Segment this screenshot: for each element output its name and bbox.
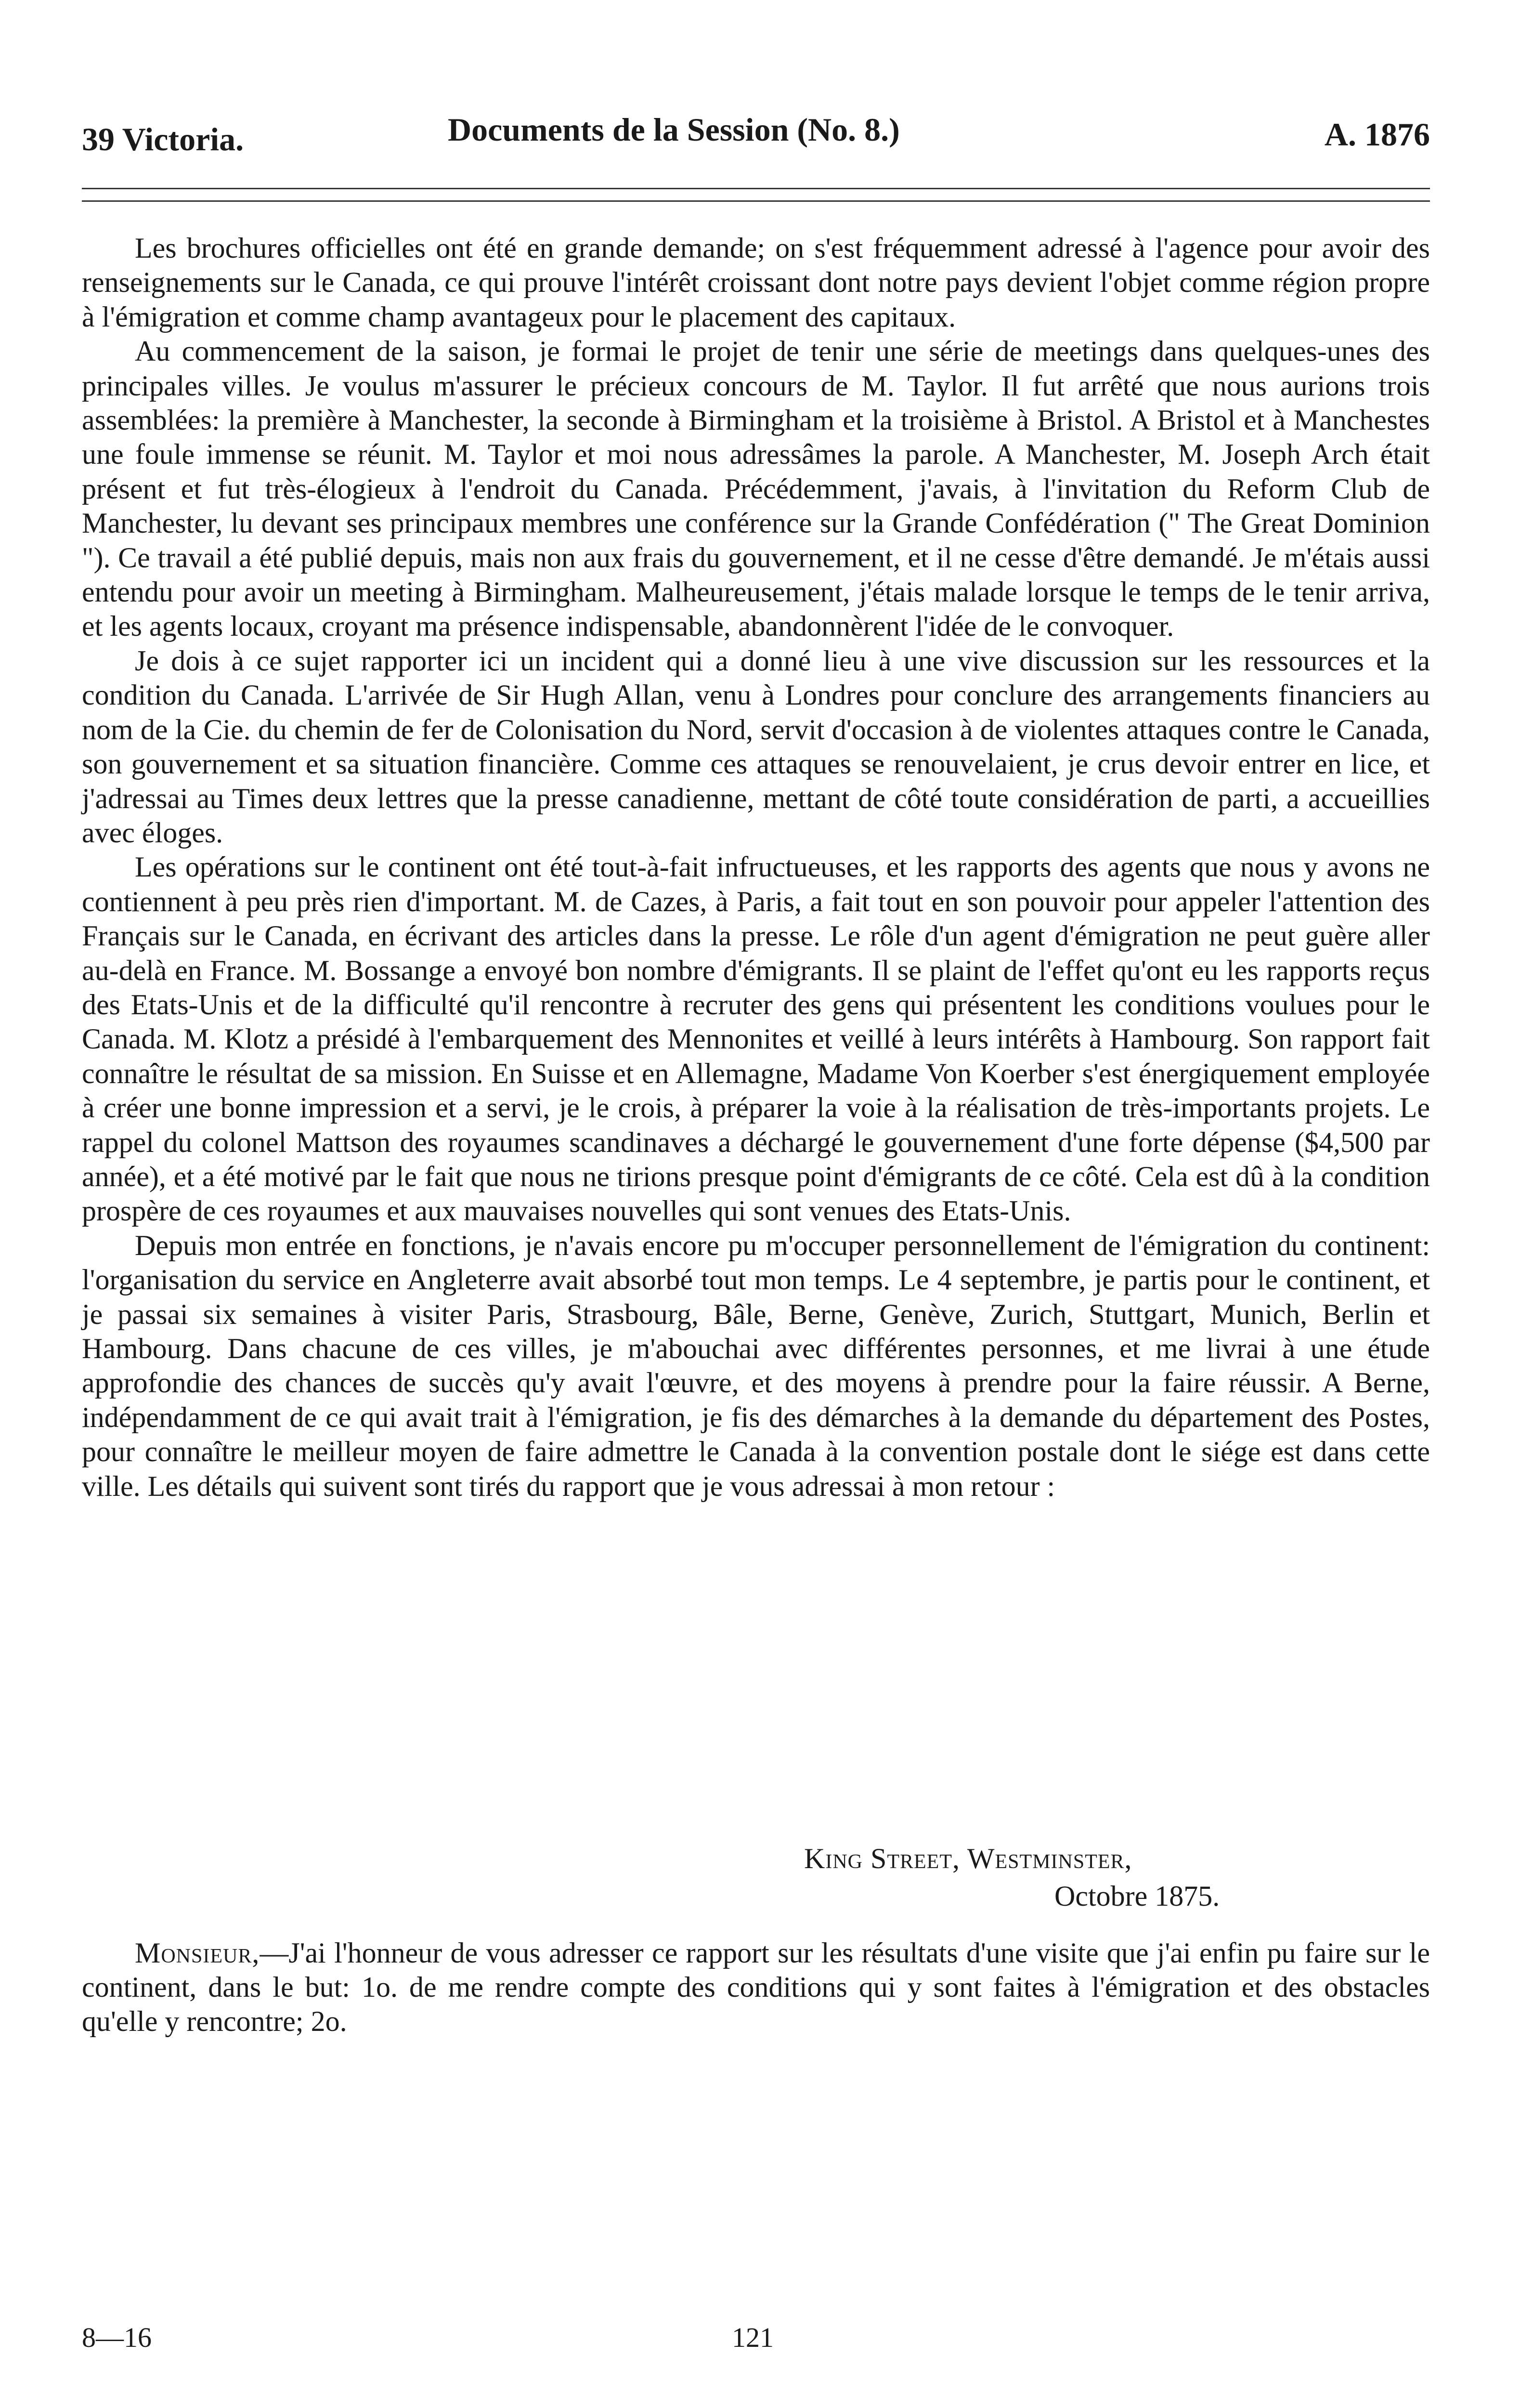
header-rule-bottom <box>82 200 1430 202</box>
letter-text: —J'ai l'honneur de vous adresser ce rapport sur les résultats d'une visite que j'ai enfin pu faire sur le continent, dans le but: 1o. de me rendre compte des conditions qui y sont faites à l'émigration et des obstacles qu'elle y rencontre; 2o. <box>82 1937 1430 2037</box>
running-header <box>82 111 1430 169</box>
header-title: Documents de la Session (No. 8.) <box>448 111 900 148</box>
footer-signature: 8—16 <box>82 2322 152 2353</box>
header-year: A. 1876 <box>1324 116 1430 153</box>
paragraph-travel: Depuis mon entrée en fonctions, je n'avais encore pu m'occuper personnellement de l'émigration du continent: l'organisation du service en Angleterre avait absorbé tout mon temps. Le 4 septembre, je partis pour le continent, et je passai six semaines à visiter Paris, Strasbourg, Bâle, Berne, Genève, Zurich, Stuttgart, Munich, Berlin et Hambourg. Dans chacune de ces villes, je m'abouchai avec différentes personnes, et me livrai à une étude approfondie des chances de succès qu'y avait l'œuvre, et des moyens à prendre pour la faire réussir. A Berne, indépendamment de ce qui avait trait à l'émigration, je fis des démarches à la demande du département des Postes, pour connaître le meilleur moyen de faire admettre le Canada à la convention postale dont le siége est dans cette ville. Les détails qui suivent sont tirés du rapport que je vous adressai à mon retour : <box>82 1229 1430 1502</box>
header-rule-top <box>82 188 1430 189</box>
letter-date: Octobre 1875. <box>1054 1880 1220 1912</box>
paragraph-continent-operations: Les opérations sur le continent ont été tout-à-fait infructueuses, et les rapports des agents que nous y avons ne contiennent à peu près rien d'important. M. de Cazes, à Paris, a fait tout en son pouvoir pour appeler l'attention des Français sur le Canada, en écrivant des articles dans la presse. Le rôle d'un agent d'émigration ne peut guère aller au-delà en France. M. Bossange a envoyé bon nombre d'émigrants. Il se plaint de l'effet qu'ont eu les rapports reçus des Etats-Unis et de la difficulté qu'il rencontre à recruter des gens qui présentent les conditions voulues pour le Canada. M. Klotz a présidé à l'embarquement des Mennonites et veillé à leurs intérêts à Hambourg. Son rapport fait connaître le résultat de sa mission. En Suisse et en Allemagne, Madame Von Koerber s'est énergiquement employée à créer une bonne impression et a servi, je le crois, à préparer la voie à la réalisation de très-importants projets. Le rappel du colonel Mattson des royaumes scandinaves a déchargé le gouvernement d'une forte dépense ($4,500 par année), et a été motivé par le fait que nous ne tirions presque point d'émigrants de ce côté. Cela est dû à la condition prospère de ces royaumes et aux mauvaises nouvelles qui sont venues des Etats-Unis. <box>82 851 1430 1227</box>
letter-place: King Street, Westminster, <box>804 1843 1132 1874</box>
header-volume: 39 Victoria. <box>82 121 244 157</box>
document-page <box>82 92 1430 2394</box>
page-footer <box>82 2321 1430 2360</box>
letter-heading <box>804 1840 1430 1915</box>
paragraph-incident: Je dois à ce sujet rapporter ici un incident qui a donné lieu à une vive discussion sur les ressources et la condition du Canada. L'arrivée de Sir Hugh Allan, venu à Londres pour conclure des arrangements financiers au nom de la Cie. du chemin de fer de Colonisation du Nord, servit d'occasion à de violentes attaques contre le Canada, son gouvernement et sa situation financière. Comme ces attaques se renouvelaient, je crus devoir entrer en lice, et j'adressai au Times deux lettres que la presse canadienne, mettant de côté toute considération de parti, a accueillies avec éloges. <box>82 644 1430 849</box>
paragraph-meetings: Au commencement de la saison, je formai le projet de tenir une série de meetings dans quelques-unes des principales villes. Je voulus m'assurer le précieux concours de M. Taylor. Il fut arrêté que nous aurions trois assemblées: la première à Manchester, la seconde à Birmingham et la troisième à Bristol. A Bristol et à Manchestes une foule immense se réunit. M. Taylor et moi nous adressâmes la parole. A Manchester, M. Joseph Arch était présent et fut très-élogieux à l'endroit du Canada. Précédemment, j'avais, à l'invitation du Reform Club de Manchester, lu devant ses principaux membres une conférence sur la Grande Confédération (" The Great Dominion "). Ce travail a été publié depuis, mais non aux frais du gouvernement, et il ne cesse d'être demandé. Je m'étais aussi entendu pour avoir un meeting à Birmingham. Malheureusement, j'étais malade lorsque le temps de le tenir arriva, et les agents locaux, croyant ma présence indispensable, abandonnèrent l'idée de le convoquer. <box>82 335 1430 642</box>
paragraph-brochures: Les brochures officielles ont été en grande demande; on s'est fréquemment adressé à l'agence pour avoir des renseignements sur le Canada, ce qui prouve l'intérêt croissant dont notre pays devient l'objet comme région propre à l'émigration et comme champ avantageux pour le placement des capitaux. <box>82 232 1430 333</box>
page-number: 121 <box>732 2322 774 2353</box>
letter-salutation: Monsieur, <box>135 1937 260 1969</box>
body-text <box>82 231 1430 1504</box>
letter-opening <box>82 1936 1430 2039</box>
